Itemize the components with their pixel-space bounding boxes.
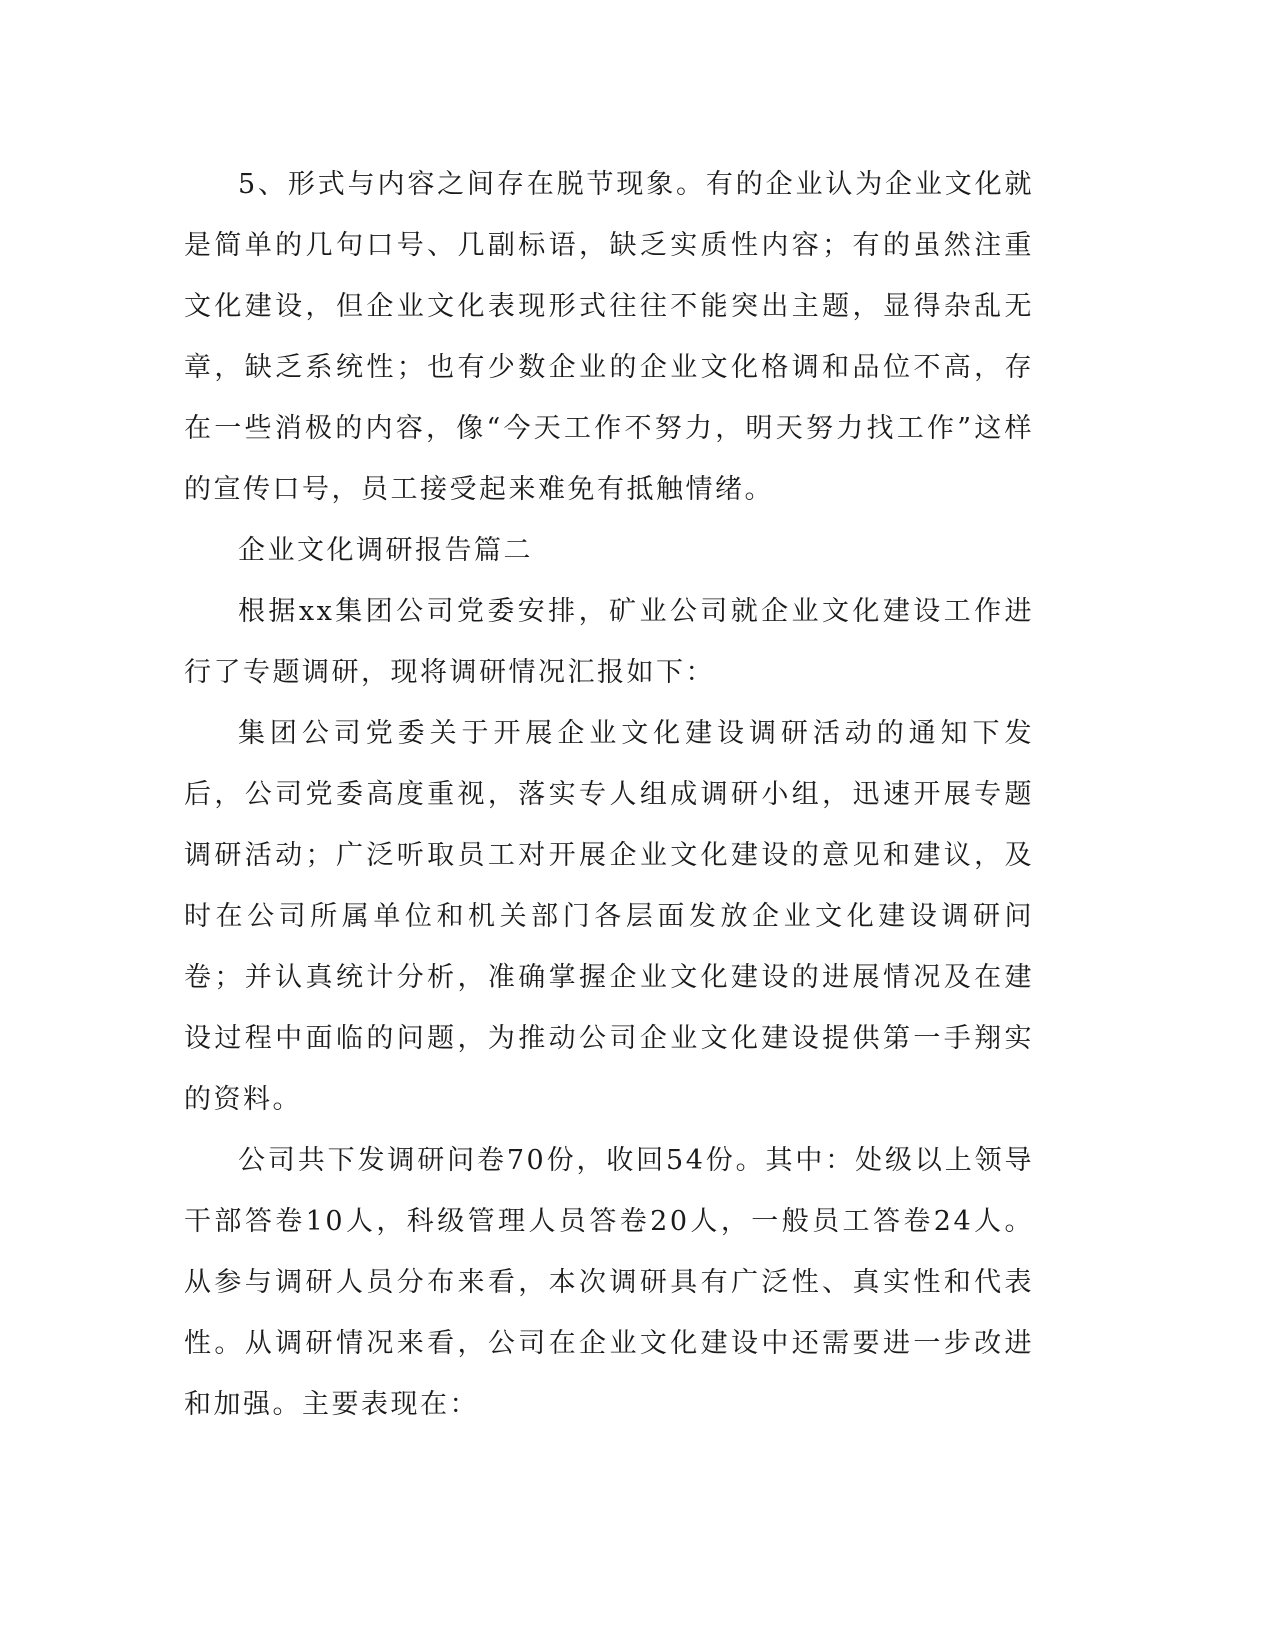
document-body [184,154,1034,1435]
paragraph-research-process: 集团公司党委关于开展企业文化建设调研活动的通知下发后，公司党委高度重视，落实专人组成调研小组，迅速开展专题调研活动；广泛听取员工对开展企业文化建设的意见和建议，及时在公司所属单位和机关部门各层面发放企业文化建设调研问卷；并认真统计分析，准确掌握企业文化建设的进展情况及在建设过程中面临的问题，为推动公司企业文化建设提供第一手翔实的资料。 [184,718,1034,1115]
paragraph-form-content-gap: 5、形式与内容之间存在脱节现象。有的企业认为企业文化就是简单的几句口号、几副标语，缺乏实质性内容；有的虽然注重文化建设，但企业文化表现形式往往不能突出主题，显得杂乱无章，缺乏系统性；也有少数企业的企业文化格调和品位不高，存在一些消极的内容，像“今天工作不努力，明天努力找工作”这样的宣传口号，员工接受起来难免有抵触情绪。 [184,169,1034,505]
paragraph-research-intro: 根据xx集团公司党委安排，矿业公司就企业文化建设工作进行了专题调研，现将调研情况汇报如下： [184,596,1034,688]
paragraph-survey-statistics: 公司共下发调研问卷70份，收回54份。其中：处级以上领导干部答卷10人，科级管理人员答卷20人，一般员工答卷24人。从参与调研人员分布来看，本次调研具有广泛性、真实性和代表性。从调研情况来看，公司在企业文化建设中还需要进一步改进和加强。主要表现在： [184,1145,1034,1420]
section-heading-report-two: 企业文化调研报告篇二 [238,535,533,566]
